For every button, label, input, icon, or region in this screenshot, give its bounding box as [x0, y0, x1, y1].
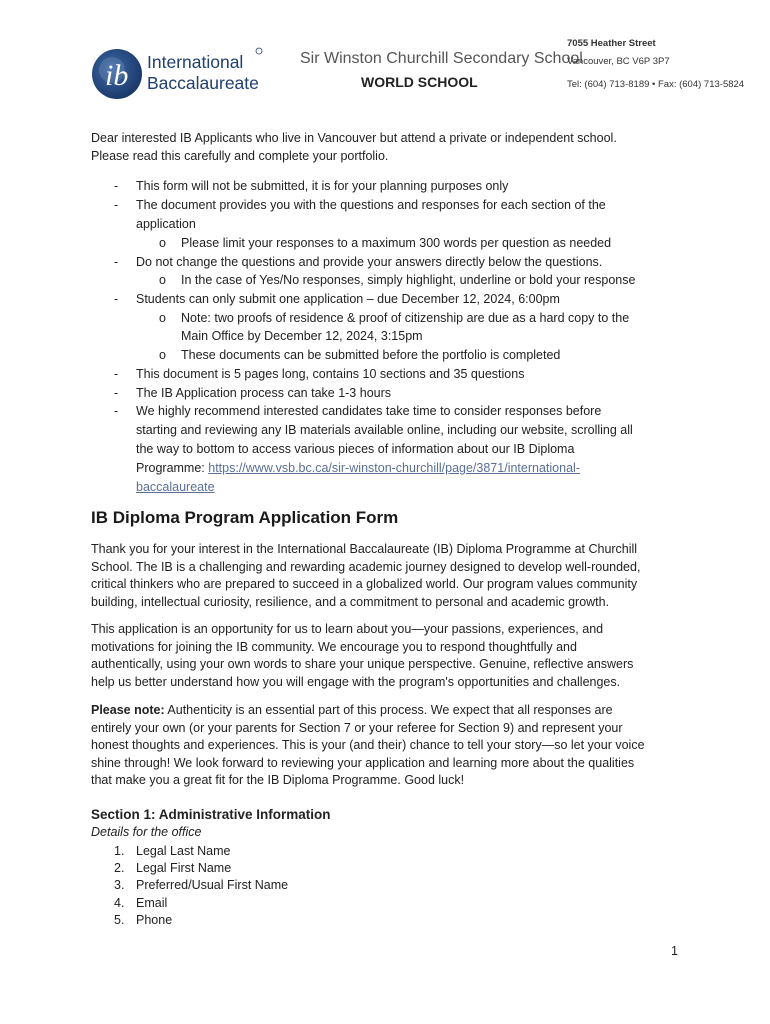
sub-list-item: These documents can be submitted before the portfolio is completed	[181, 348, 561, 362]
paragraph-line: critical thinkers who are prepared to succeed in a globalized world. Our program values community	[91, 577, 638, 591]
intro-paragraph	[91, 130, 691, 165]
paragraph-line: motivations for joining the IB community. We encourage you to respond thoughtfully and	[91, 639, 577, 654]
paragraph-line: honest thoughts and experiences. This is your (and their) chance to tell your story—so let your voice	[91, 738, 645, 752]
list-dash: -	[114, 404, 119, 418]
programme-label: Programme:	[136, 461, 209, 475]
sub-list-item: In the case of Yes/No responses, simply highlight, underline or bold your response	[181, 273, 636, 287]
question-number: 4.	[114, 896, 125, 910]
list-item-cont: starting and reviewing any IB materials available online, including our website, scrolling all	[136, 423, 633, 437]
question-label: Legal First Name	[136, 861, 232, 875]
paragraph-line: This application is an opportunity for us to learn about you—your passions, experiences, and	[91, 622, 604, 636]
world-school-label: WORLD SCHOOL	[361, 74, 478, 90]
section-1-subtitle: Details for the office	[91, 825, 202, 839]
paragraph-line: Please note: Authenticity is an essential part of this process. We expect that all responses are	[91, 703, 613, 717]
list-dash: -	[114, 367, 119, 381]
address-city: Vancouver, BC V6P 3P7	[567, 56, 670, 67]
logo-text-line2: Baccalaureate	[147, 73, 259, 93]
ib-logo	[90, 44, 270, 104]
address-street: 7055 Heather Street	[567, 38, 656, 49]
list-item: The IB Application process can take 1-3 hours	[136, 386, 392, 400]
question-label: Phone	[136, 913, 173, 927]
list-item: Students can only submit one application – due December 12, 2024, 6:00pm	[136, 292, 560, 306]
authenticity-note-paragraph	[91, 702, 691, 790]
sub-list-item: Note: two proofs of residence & proof of citizenship are due as a hard copy to the	[181, 311, 630, 325]
list-item: This form will not be submitted, it is for your planning purposes only	[136, 179, 509, 193]
list-item: Do not change the questions and provide your answers directly below the questions.	[136, 255, 603, 269]
question-number: 2.	[114, 861, 125, 875]
question-number: 5.	[114, 913, 125, 927]
sub-list-item-cont: Main Office by December 12, 2024, 3:15pm	[181, 329, 423, 343]
list-item: The document provides you with the questions and responses for each section of the	[136, 198, 606, 212]
sub-list-circle: o	[159, 236, 166, 250]
form-intro-paragraph	[91, 541, 691, 611]
list-item-cont	[136, 459, 681, 478]
list-dash: -	[114, 292, 119, 306]
paragraph-line: Thank you for your interest in the International Baccalaureate (IB) Diploma Programme at Churchill	[91, 542, 638, 556]
section-1-title: Section 1: Administrative Information	[91, 807, 331, 822]
paragraph-line: entirely your own (or your parents for Section 7 or your referee for Section 9) and represent your	[91, 720, 623, 735]
list-dash: -	[114, 179, 119, 193]
question-label: Email	[136, 896, 168, 910]
intro-line: Dear interested IB Applicants who live in Vancouver but attend a private or independent school.	[91, 131, 617, 145]
form-title: IB Diploma Program Application Form	[91, 508, 399, 527]
logo-text-line1: International	[147, 52, 244, 72]
paragraph-line: authentically, using your own words to share your unique perspective. Genuine, reflective answers	[91, 657, 634, 671]
page-number: 1	[671, 944, 678, 958]
list-item-cont: application	[136, 217, 196, 231]
paragraph-line: that make you a great fit for the IB Diploma Programme. Good luck!	[91, 773, 465, 787]
list-dash: -	[114, 386, 119, 400]
ib-website-link-cont[interactable]: baccalaureate	[136, 480, 215, 494]
paragraph-line: shine through! We look forward to reviewing your application and learning more about the qualities	[91, 755, 635, 770]
paragraph-line: building, intellectual curiosity, resilience, and a commitment to personal and academic growth.	[91, 594, 610, 609]
paragraph-line: School. The IB is a challenging and rewarding academic journey designed to develop well-rounded,	[91, 559, 641, 574]
school-name: Sir Winston Churchill Secondary School	[300, 50, 583, 67]
list-item: We highly recommend interested candidates take time to consider responses before	[136, 404, 602, 418]
question-number: 1.	[114, 844, 125, 858]
paragraph-line: help us better understand how you will engage with the program's opportunities and challenges.	[91, 674, 621, 689]
list-dash: -	[114, 198, 119, 212]
form-opportunity-paragraph	[91, 621, 691, 691]
list-dash: -	[114, 255, 119, 269]
intro-line: Please read this carefully and complete your portfolio.	[91, 148, 389, 163]
logo-mark: ib	[105, 59, 129, 92]
please-note-label: Please note:	[91, 703, 165, 717]
address-phone-fax: Tel: (604) 713-8189 • Fax: (604) 713-5824	[567, 79, 745, 90]
question-label: Preferred/Usual First Name	[136, 878, 289, 892]
ib-website-link[interactable]: https://www.vsb.bc.ca/sir-winston-churchill/page/3871/international-	[208, 461, 580, 475]
list-item: This document is 5 pages long, contains 10 sections and 35 questions	[136, 367, 525, 381]
sub-list-item: Please limit your responses to a maximum 300 words per question as needed	[181, 236, 612, 250]
question-label: Legal Last Name	[136, 844, 231, 858]
sub-list-circle: o	[159, 311, 166, 325]
question-number: 3.	[114, 878, 125, 892]
list-item-cont: the way to bottom to access various pieces of information about our IB Diploma	[136, 442, 575, 456]
sub-list-circle: o	[159, 348, 166, 362]
sub-list-circle: o	[159, 273, 166, 287]
